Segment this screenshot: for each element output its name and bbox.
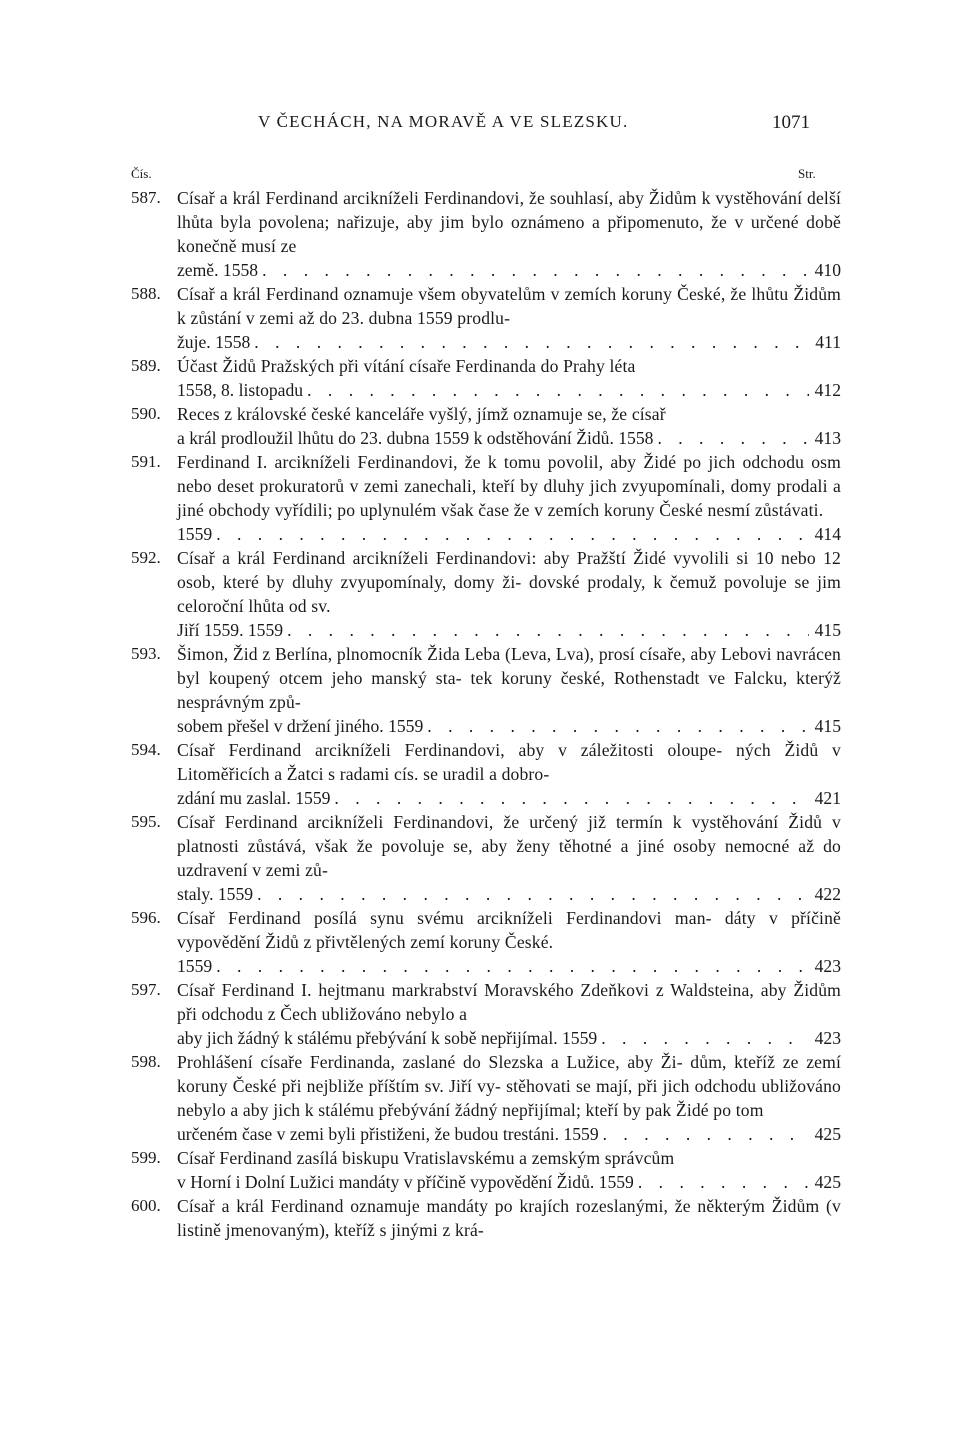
list-item	[131, 1146, 841, 1194]
entry-text: Účast Židů Pražských při vítání císaře Ferdinanda do Prahy léta	[177, 356, 636, 376]
entry-number: 597.	[131, 980, 161, 999]
entry-page: 425	[814, 1124, 841, 1144]
entry-last-line: staly. 1559	[177, 884, 254, 904]
entry-text: Císař a král Ferdinand arcikníželi Ferdinandovi: aby Pražští Židé vyvolili si 10 nebo 12 osob, které by dluhy zvyupomínaly, domy ži- dovské prodaly, k čemuž povoluje se jim celoroční lhůta od sv.	[177, 548, 841, 616]
list-item	[131, 642, 841, 738]
entry-page: 415	[814, 716, 841, 736]
entry-page: 425	[814, 1172, 841, 1192]
entry-last-line: 1559	[177, 956, 213, 976]
entry-number: 595.	[131, 812, 161, 831]
entry-list	[131, 186, 841, 1242]
entry-last-line: zdání mu zaslal. 1559	[177, 788, 331, 808]
entry-number: 588.	[131, 284, 161, 303]
entry-number: 600.	[131, 1196, 161, 1215]
list-item	[131, 186, 841, 282]
entry-text: Císař Ferdinand zasílá biskupu Vratislavskému a zemským správcům	[177, 1148, 675, 1168]
entry-page: 410	[814, 260, 841, 280]
entry-number: 590.	[131, 404, 161, 423]
list-item	[131, 906, 841, 978]
entry-number: 591.	[131, 452, 161, 471]
entry-page: 423	[814, 956, 841, 976]
page-number: 1071	[772, 112, 810, 133]
entry-page: 423	[814, 1028, 841, 1048]
list-item	[131, 354, 841, 402]
entry-last-line: žuje. 1558	[177, 332, 251, 352]
entry-last-line: země. 1558	[177, 260, 259, 280]
entry-number: 587.	[131, 188, 161, 207]
entry-last-line: 1559	[177, 524, 213, 544]
list-item	[131, 450, 841, 546]
entry-text: Císař Ferdinand I. hejtmanu markrabství Moravského Zdeňkovi z Waldsteina, aby Židům při odchodu z Čech ubližováno nebylo a	[177, 980, 841, 1024]
leader-dots	[601, 1026, 809, 1050]
leader-dots	[307, 378, 809, 402]
entry-text: Reces z královské české kanceláře vyšlý, jímž oznamuje se, že císař	[177, 404, 666, 424]
column-label-number: Čís.	[131, 166, 152, 181]
entry-last-line: a král prodloužil lhůtu do 23. dubna 1559 k odstěhování Židů. 1558	[177, 428, 654, 448]
running-header: V ČECHÁCH, NA MORAVĚ A VE SLEZSKU.	[258, 112, 629, 131]
entry-page: 422	[814, 884, 841, 904]
entry-last-line: určeném čase v zemi byli přistiženi, že budou trestáni. 1559	[177, 1124, 599, 1144]
entry-number: 594.	[131, 740, 161, 759]
entry-text: Ferdinand I. arcikníželi Ferdinandovi, že k tomu povolil, aby Židé po jich odchodu osm nebo deset prokuratorů v zemi zanechali, kteří by dluhy jich zvyupomínali, domy prodali a jiné obchody vyřídili; po uplynulém však čase že v zemích koruny České nesmí zůstávati.	[177, 452, 841, 520]
entry-page: 414	[814, 524, 841, 544]
leader-dots	[216, 954, 809, 978]
entry-number: 598.	[131, 1052, 161, 1071]
leader-dots	[638, 1170, 809, 1194]
entry-number: 589.	[131, 356, 161, 375]
entry-number: 596.	[131, 908, 161, 927]
entry-last-line: sobem přešel v držení jiného. 1559	[177, 716, 424, 736]
leader-dots	[216, 522, 809, 546]
list-item	[131, 402, 841, 450]
leader-dots	[334, 786, 809, 810]
entry-page: 412	[814, 380, 841, 400]
list-item	[131, 978, 841, 1050]
entry-last-line: aby jich žádný k stálému přebývání k sobě nepřijímal. 1559	[177, 1028, 598, 1048]
entry-last-line: v Horní i Dolní Lužici mandáty v příčině vypovědění Židů. 1559	[177, 1172, 634, 1192]
entry-page: 415	[814, 620, 841, 640]
entry-page: 411	[815, 332, 841, 352]
list-item	[131, 1050, 841, 1146]
column-label-page: Str.	[798, 166, 816, 181]
leader-dots	[427, 714, 809, 738]
entry-number: 593.	[131, 644, 161, 663]
entry-text: Císař a král Ferdinand oznamuje mandáty po krajích rozeslanými, že některým Židům (v listině jmenovaným), kteříž s jinými z krá-	[177, 1196, 841, 1240]
entry-page: 413	[814, 428, 841, 448]
list-item	[131, 738, 841, 810]
entry-last-line: Jiří 1559. 1559	[177, 620, 284, 640]
entry-text: Císař a král Ferdinand oznamuje všem obyvatelům v zemích koruny České, že lhůtu Židům k zůstání v zemi až do 23. dubna 1559 prodlu-	[177, 284, 841, 328]
leader-dots	[657, 426, 809, 450]
list-item	[131, 810, 841, 906]
entry-text: Prohlášení císaře Ferdinanda, zaslané do Slezska a Lužice, aby Ži- dům, kteříž ze zemí koruny České při nejbliže příštím sv. Jiří vy- stěhovati se mají, při jich odchodu ubližováno nebylo a aby jich k stálému přebývání žádný nepřijímal; kteří by pak Židé po tom	[177, 1052, 841, 1120]
entry-text: Císař Ferdinand arcikníželi Ferdinandovi, že určený již termín k vystěhování Židů v platnosti zůstává, však že povoluje se, aby ženy těhotné a jiné osoby nemocné až do uzdravení v zemi zů-	[177, 812, 841, 880]
entry-text: Císař a král Ferdinand arcikníželi Ferdinandovi, že souhlasí, aby Židům k vystěhování delší lhůta byla povolena; nařizuje, aby jim bylo oznámeno a připomenuto, že v určené době konečně musí ze	[177, 188, 841, 256]
list-item	[131, 546, 841, 642]
leader-dots	[603, 1122, 809, 1146]
list-item	[131, 1194, 841, 1242]
entry-text: Šimon, Žid z Berlína, plnomocník Žida Leba (Leva, Lva), prosí císaře, aby Lebovi navrácen byl koupený otcem jeho manský sta- tek koruny české, Rothenstadt ve Falcku, kterýž nesprávným způ-	[177, 644, 841, 712]
leader-dots	[257, 882, 809, 906]
leader-dots	[262, 258, 809, 282]
leader-dots	[287, 618, 809, 642]
entry-text: Císař Ferdinand arcikníželi Ferdinandovi, aby v záležitosti oloupe- ných Židů v Litoměřicích a Žatci s radami cís. se uradil a dobro-	[177, 740, 841, 784]
list-item	[131, 282, 841, 354]
entry-last-line: 1558, 8. listopadu	[177, 380, 304, 400]
leader-dots	[254, 330, 809, 354]
entry-number: 599.	[131, 1148, 161, 1167]
entry-number: 592.	[131, 548, 161, 567]
entry-text: Císař Ferdinand posílá synu svému arcikníželi Ferdinandovi man- dáty v příčině vypovědění Židů z přivtělených zemí koruny České.	[177, 908, 841, 952]
entry-page: 421	[814, 788, 841, 808]
